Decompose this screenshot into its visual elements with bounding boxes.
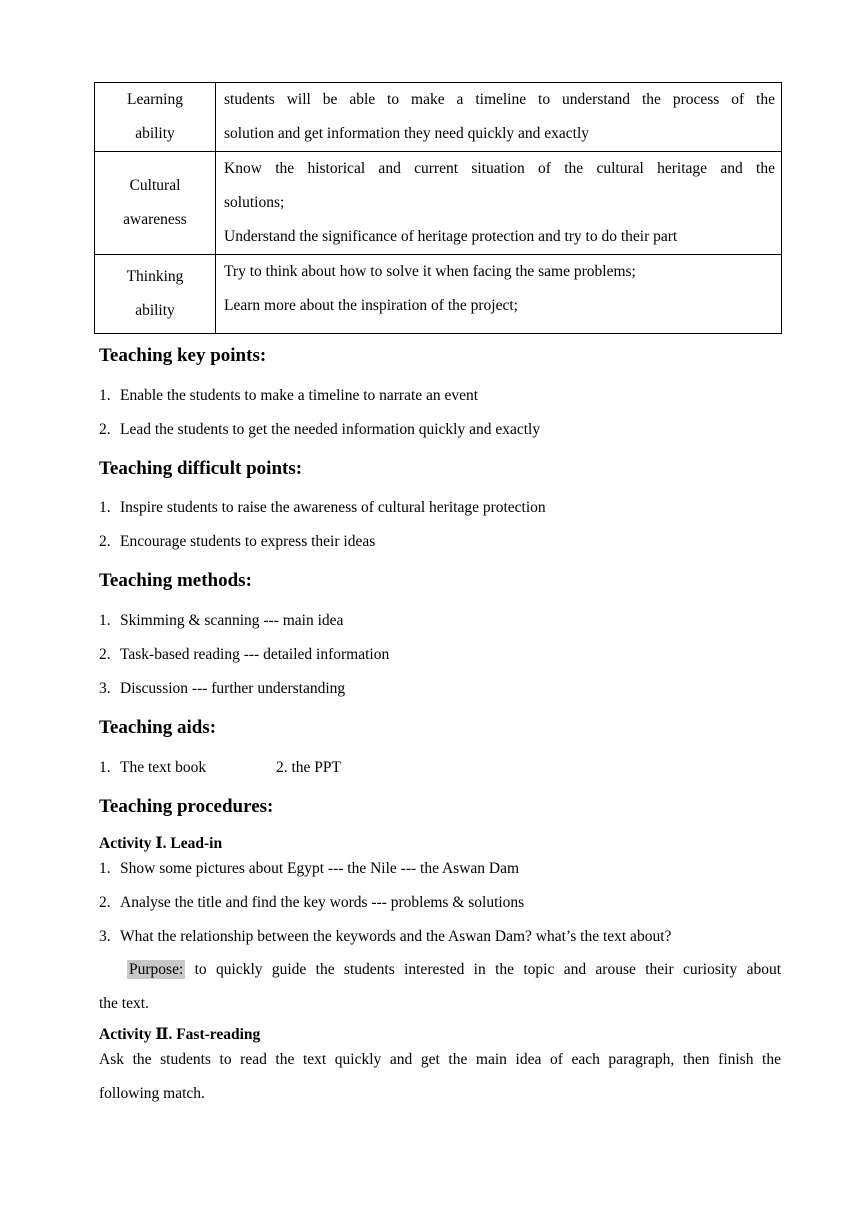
table-row xyxy=(95,83,782,152)
table-row xyxy=(95,152,782,255)
content-text: Learn more about the inspiration of the project; xyxy=(224,297,518,314)
key-points-heading: Teaching key points: xyxy=(99,345,267,366)
list-number: 3. xyxy=(99,680,111,697)
table-row-content xyxy=(216,152,782,255)
table-row-content xyxy=(216,255,782,334)
content-text: solutions; xyxy=(224,194,285,211)
list-text: Discussion --- further understanding xyxy=(120,680,346,697)
list-item xyxy=(99,894,524,912)
list-number: 1. xyxy=(99,860,111,877)
list-text: 2. the PPT xyxy=(276,759,342,776)
list-number: 3. xyxy=(99,928,111,945)
list-item xyxy=(99,759,206,777)
list-number: 2. xyxy=(99,646,111,663)
list-text: Encourage students to express their ideas xyxy=(120,533,376,550)
list-item xyxy=(276,759,341,777)
difficult-points-heading: Teaching difficult points: xyxy=(99,458,303,479)
list-text: Analyse the title and find the key words --- problems & solutions xyxy=(120,894,525,911)
table-row-label xyxy=(95,83,216,152)
aids-heading: Teaching aids: xyxy=(99,717,217,738)
list-number: 1. xyxy=(99,387,111,404)
label-text: Learning xyxy=(127,91,183,108)
list-number: 1. xyxy=(99,759,111,776)
list-number: 1. xyxy=(99,612,111,629)
content-text: solution and get information they need quickly and exactly xyxy=(224,125,590,142)
table-row xyxy=(95,255,782,334)
label-text: ability xyxy=(135,302,175,319)
list-item xyxy=(99,499,546,517)
table-row-label xyxy=(95,255,216,334)
purpose-text: to quickly guide the students interested in the topic and arouse their curiosity about xyxy=(194,961,782,978)
paragraph-text: Ask the students to read the text quickly and get the main idea of each paragraph, then finish the xyxy=(99,1051,781,1068)
paragraph-text: following match. xyxy=(99,1085,205,1102)
list-number: 1. xyxy=(99,499,111,516)
content-text: Try to think about how to solve it when facing the same problems; xyxy=(224,263,636,280)
activity-paragraph xyxy=(99,1043,781,1111)
activity-title: Activity Ⅰ. Lead-in xyxy=(99,835,223,852)
list-text: Task-based reading --- detailed information xyxy=(120,646,390,663)
list-number: 2. xyxy=(99,421,111,438)
label-text: awareness xyxy=(123,211,187,228)
list-text: Skimming & scanning --- main idea xyxy=(120,612,344,629)
list-item xyxy=(99,860,519,878)
list-item xyxy=(99,533,375,551)
purpose-paragraph xyxy=(99,953,781,1021)
purpose-label: Purpose: xyxy=(129,961,184,978)
list-item xyxy=(99,680,345,698)
content-text: Know the historical and current situation of the cultural heritage and the xyxy=(224,160,775,177)
activity-title: Activity Ⅱ. Fast-reading xyxy=(99,1026,261,1043)
list-number: 2. xyxy=(99,533,111,550)
table-row-content xyxy=(216,83,782,152)
list-text: The text book xyxy=(120,759,207,776)
list-item xyxy=(99,421,540,439)
list-item xyxy=(99,387,478,405)
list-item xyxy=(99,646,389,664)
objectives-table xyxy=(94,82,782,334)
list-item xyxy=(99,612,343,630)
list-text: Lead the students to get the needed information quickly and exactly xyxy=(120,421,541,438)
purpose-text: the text. xyxy=(99,995,149,1012)
list-text: Show some pictures about Egypt --- the Nile --- the Aswan Dam xyxy=(120,860,520,877)
content-text: students will be able to make a timeline to understand the process of the xyxy=(224,91,775,108)
table-row-label xyxy=(95,152,216,255)
content-text: Understand the significance of heritage protection and try to do their part xyxy=(224,228,678,245)
methods-heading: Teaching methods: xyxy=(99,570,252,591)
procedures-heading: Teaching procedures: xyxy=(99,796,274,817)
list-text: Enable the students to make a timeline to narrate an event xyxy=(120,387,479,404)
label-text: ability xyxy=(135,125,175,142)
label-text: Cultural xyxy=(129,177,181,194)
list-number: 2. xyxy=(99,894,111,911)
list-text: What the relationship between the keywords and the Aswan Dam? what’s the text about? xyxy=(120,928,672,945)
purpose-line xyxy=(99,953,781,987)
list-item xyxy=(99,928,671,946)
label-text: Thinking xyxy=(126,268,184,285)
list-text: Inspire students to raise the awareness of cultural heritage protection xyxy=(120,499,546,516)
